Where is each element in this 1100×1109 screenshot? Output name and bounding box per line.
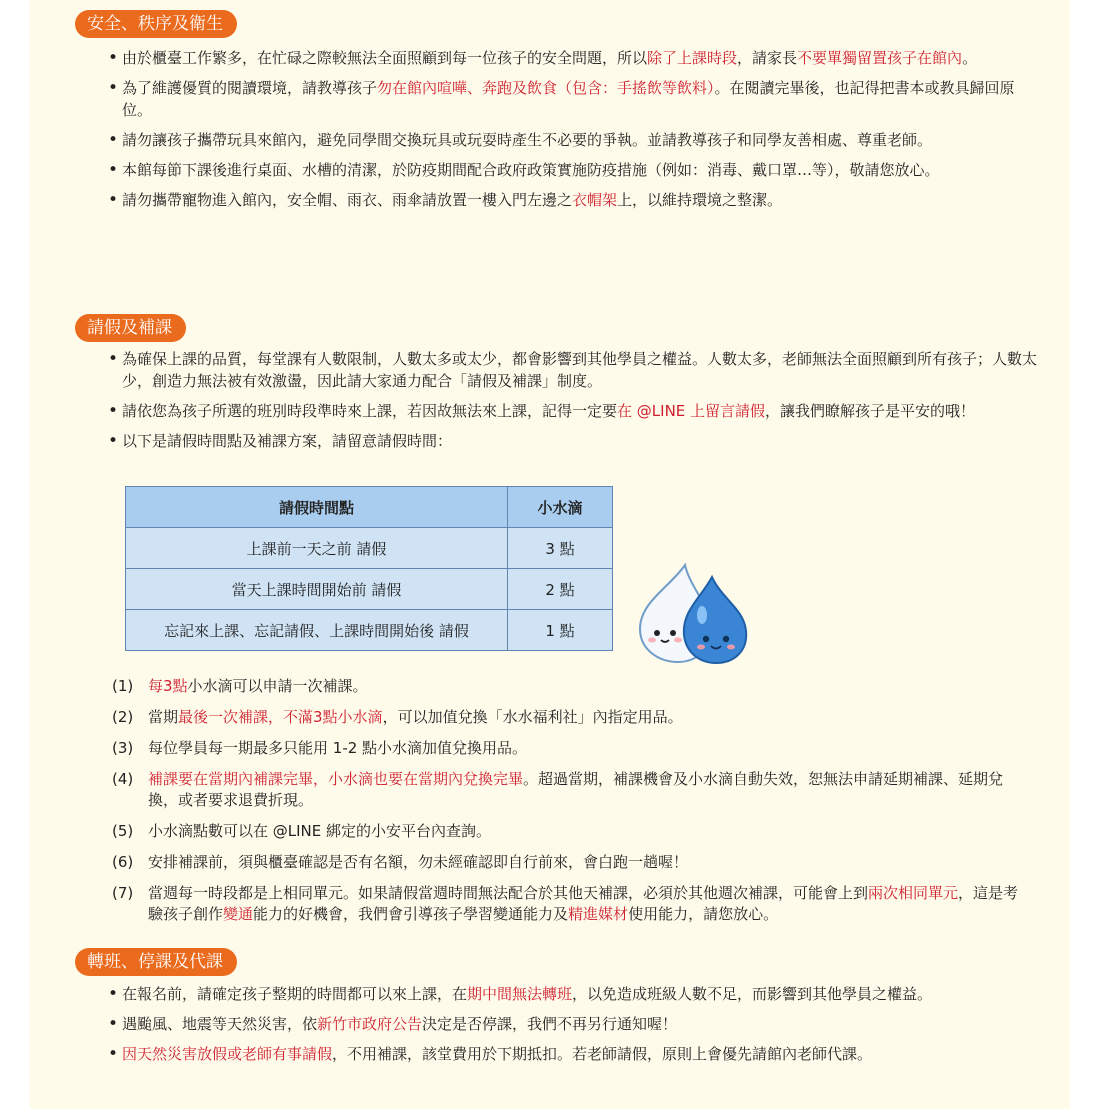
body-text: ，這是考驗孩子創作 bbox=[148, 884, 1019, 923]
list-item bbox=[112, 707, 1032, 728]
table-row bbox=[126, 610, 613, 651]
highlight-text: 精進媒材 bbox=[568, 905, 629, 923]
list-item bbox=[112, 769, 1032, 811]
body-text: ，以免造成班級人數不足，而影響到其他學員之權益。 bbox=[572, 985, 933, 1003]
table-cell: 1 點 bbox=[508, 610, 613, 651]
list-number: (5) bbox=[112, 822, 134, 840]
highlight-text: 兩次相同單元 bbox=[868, 884, 959, 902]
body-text: 。超過當期，補課機會及小水滴自動失效，恕無法申請延期補課、延期兌換，或者要求退費折現。 bbox=[148, 770, 1004, 809]
body-text: 。在閱讀完畢後，也記得把書本或教具歸回原位。 bbox=[122, 79, 1015, 119]
body-text: 以下是請假時間點及補課方案，請留意請假時間： bbox=[122, 432, 453, 450]
list-item bbox=[108, 189, 1038, 211]
body-text: 遇颱風、地震等天然災害，依 bbox=[122, 1015, 318, 1033]
body-text: 在報名前，請確定孩子整期的時間都可以來上課，在 bbox=[122, 985, 468, 1003]
table-row bbox=[126, 528, 613, 569]
leave-points-table bbox=[125, 486, 613, 651]
list-item bbox=[112, 883, 1032, 925]
highlight-text: 除了上課時段 bbox=[647, 49, 738, 67]
list-item bbox=[112, 821, 1032, 842]
transfer-list bbox=[108, 983, 1038, 1073]
highlight-text: 勿在館內喧嘩、奔跑及飲食（包含：手搖飲等飲料） bbox=[377, 79, 715, 97]
table-row bbox=[126, 569, 613, 610]
leave-rules-list bbox=[112, 676, 1032, 935]
list-item bbox=[108, 47, 1038, 69]
list-item bbox=[112, 852, 1032, 873]
table-header: 小水滴 bbox=[508, 487, 613, 528]
list-number: (3) bbox=[112, 739, 134, 757]
list-number: (1) bbox=[112, 677, 134, 695]
table-header-row bbox=[126, 487, 613, 528]
list-number: (7) bbox=[112, 884, 134, 902]
body-text: 本館每節下課後進行桌面、水槽的清潔，於防疫期間配合政府政策實施防疫措施（例如：消毒、戴口罩…等），敬請您放心。 bbox=[122, 161, 940, 179]
body-text: ，可以加值兌換「水水福利社」內指定用品。 bbox=[382, 708, 683, 726]
highlight-text: 衣帽架 bbox=[572, 191, 618, 209]
body-text: ，請家長 bbox=[737, 49, 798, 67]
body-text: 每位學員每一期最多只能用 1-2 點小水滴加值兌換用品。 bbox=[148, 739, 528, 757]
body-text: ，不用補課，該堂費用於下期抵扣。若老師請假，原則上會優先請館內老師代課。 bbox=[332, 1045, 873, 1063]
highlight-text: 變通 bbox=[223, 905, 254, 923]
body-text: 請勿讓孩子攜帶玩具來館內，避免同學間交換玩具或玩耍時產生不必要的爭執。並請教導孩子和同學友善相處、尊重老師。 bbox=[122, 131, 933, 149]
body-text: 當週每一時段都是上相同單元。如果請假當週時間無法配合於其他天補課，必須於其他週次補課，可能會上到 bbox=[148, 884, 869, 902]
highlight-text: 每3點 bbox=[148, 677, 188, 695]
highlight-text: 因天然災害放假或老師有事請假 bbox=[122, 1045, 333, 1063]
body-text: ，讓我們瞭解孩子是平安的哦！ bbox=[765, 402, 976, 420]
list-number: (6) bbox=[112, 853, 134, 871]
list-item bbox=[108, 1043, 1038, 1065]
list-item bbox=[108, 129, 1038, 151]
table-cell: 上課前一天之前 請假 bbox=[126, 528, 508, 569]
body-text: 能力的好機會，我們會引導孩子學習變通能力及 bbox=[253, 905, 569, 923]
list-number: (2) bbox=[112, 708, 134, 726]
section-badge-leave: 請假及補課 bbox=[75, 314, 186, 342]
list-item bbox=[108, 77, 1038, 121]
highlight-text: 在 @LINE 上留言請假 bbox=[617, 402, 766, 420]
section-badge-transfer: 轉班、停課及代課 bbox=[75, 948, 237, 976]
highlight-text: 不要單獨留置孩子在館內 bbox=[797, 49, 963, 67]
list-item bbox=[108, 430, 1038, 452]
highlight-text: 補課要在當期內補課完畢，小水滴也要在當期內兌換完畢 bbox=[148, 770, 524, 788]
body-text: 。 bbox=[962, 49, 978, 67]
water-drops-icon bbox=[630, 547, 760, 667]
highlight-text: 新竹市政府公告 bbox=[317, 1015, 423, 1033]
table-cell: 2 點 bbox=[508, 569, 613, 610]
body-text: 請依您為孩子所選的班別時段準時來上課，若因故無法來上課，記得一定要 bbox=[122, 402, 618, 420]
body-text: 上，以維持環境之整潔。 bbox=[617, 191, 783, 209]
table-cell: 3 點 bbox=[508, 528, 613, 569]
table-cell: 忘記來上課、忘記請假、上課時間開始後 請假 bbox=[126, 610, 508, 651]
highlight-text: 最後一次補課，不滿3點小水滴 bbox=[178, 708, 383, 726]
body-text: 小水滴點數可以在 @LINE 綁定的小安平台內查詢。 bbox=[148, 822, 492, 840]
leave-list bbox=[108, 348, 1038, 460]
body-text: 為了維護優質的閱讀環境，請教導孩子 bbox=[122, 79, 378, 97]
safety-list bbox=[108, 47, 1038, 219]
list-item bbox=[108, 348, 1038, 392]
list-item bbox=[108, 1013, 1038, 1035]
body-text: 請勿攜帶寵物進入館內，安全帽、雨衣、雨傘請放置一樓入門左邊之 bbox=[122, 191, 573, 209]
body-text: 決定是否停課，我們不再另行通知喔！ bbox=[422, 1015, 678, 1033]
body-text: 安排補課前，須與櫃臺確認是否有名額，勿未經確認即自行前來，會白跑一趟喔！ bbox=[148, 853, 689, 871]
section-badge-safety: 安全、秩序及衛生 bbox=[75, 10, 237, 38]
body-text: 使用能力，請您放心。 bbox=[628, 905, 779, 923]
list-item bbox=[112, 676, 1032, 697]
highlight-text: 期中間無法轉班 bbox=[467, 985, 573, 1003]
table-cell: 當天上課時間開始前 請假 bbox=[126, 569, 508, 610]
body-text: 小水滴可以申請一次補課。 bbox=[187, 677, 368, 695]
body-text: 為確保上課的品質，每堂課有人數限制，人數太多或太少，都會影響到其他學員之權益。人數太多，老師無法全面照顧到所有孩子；人數太少，創造力無法被有效激盪，因此請大家通力配合「請假及補課」制度。 bbox=[122, 350, 1038, 390]
body-text: 由於櫃臺工作繁多，在忙碌之際較無法全面照顧到每一位孩子的安全問題，所以 bbox=[122, 49, 648, 67]
list-number: (4) bbox=[112, 770, 134, 788]
list-item bbox=[112, 738, 1032, 759]
body-text: 當期 bbox=[148, 708, 179, 726]
list-item bbox=[108, 159, 1038, 181]
list-item bbox=[108, 983, 1038, 1005]
list-item bbox=[108, 400, 1038, 422]
table-header: 請假時間點 bbox=[126, 487, 508, 528]
